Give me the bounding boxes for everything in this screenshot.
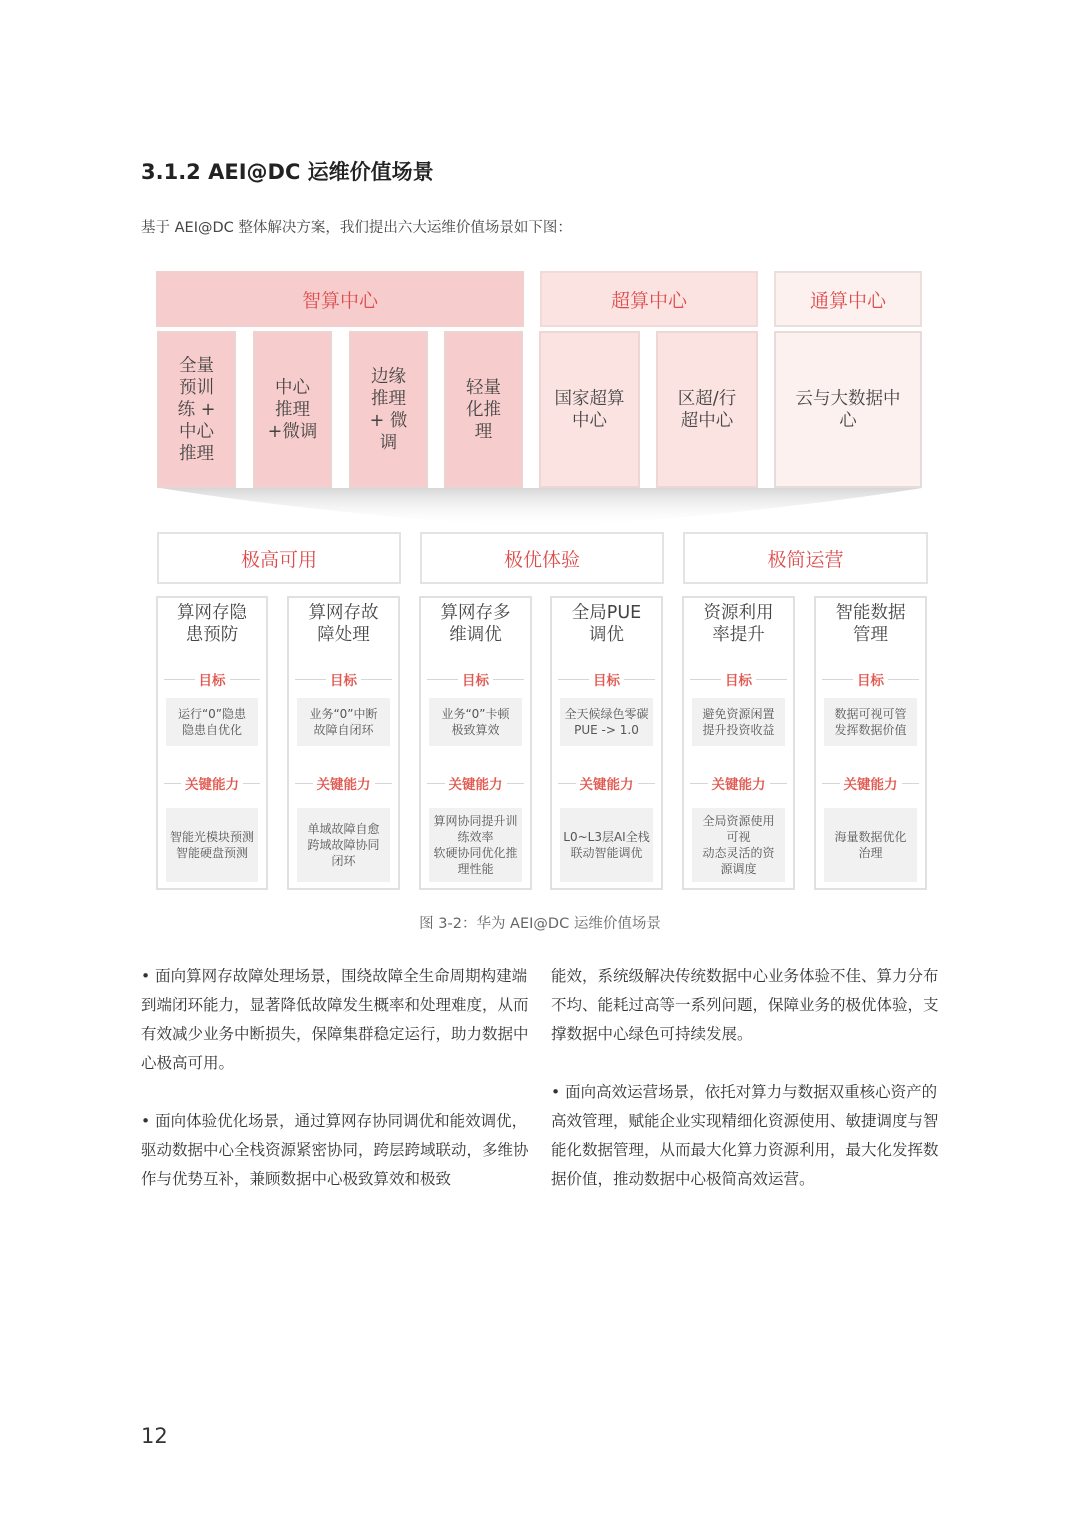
goal-box bbox=[560, 698, 653, 746]
card-title-line: 算网存隐 bbox=[177, 603, 247, 623]
scenario-line: 预训 bbox=[178, 377, 214, 398]
category-general-computing: 通算中心 bbox=[774, 271, 922, 327]
card-title bbox=[816, 602, 925, 646]
capability-line: 智能硬盘预测 bbox=[175, 846, 248, 860]
scenario-line: 心 bbox=[839, 410, 857, 431]
card-title-line: 智能数据 bbox=[835, 603, 906, 623]
paragraph-fault-handling: • 面向算网存故障处理场景，围绕故障全生命周期构建端到端闭环能力，显著降低故障发生概率和处理难度，从而有效减少业务中断损失，保障集群稳定运行，助力数据中心极高可用。 bbox=[141, 967, 529, 1072]
card-multidim-tuning bbox=[419, 596, 532, 890]
goal-box bbox=[166, 698, 258, 746]
card-fault-handling bbox=[287, 596, 400, 890]
scenario-line: 推理 bbox=[178, 443, 214, 464]
goal-line: 运行“0”隐患 bbox=[177, 707, 247, 721]
pillar-high-availability: 极高可用 bbox=[157, 532, 401, 584]
scenario-national-supercomputing bbox=[539, 331, 640, 488]
scenario-line: 中心 bbox=[572, 410, 607, 431]
card-title-line: 维调优 bbox=[449, 625, 502, 645]
card-data-management bbox=[814, 596, 927, 890]
goal-line: 隐患自优化 bbox=[181, 723, 242, 737]
card-title-line: 调优 bbox=[589, 625, 624, 645]
scenario-line: 超中心 bbox=[680, 410, 734, 431]
scenario-line: 全量 bbox=[178, 355, 214, 376]
card-pue-tuning bbox=[550, 596, 663, 890]
category-supercomputing: 超算中心 bbox=[540, 271, 758, 327]
intro-text: 基于 AEI@DC 整体解决方案，我们提出六大运维价值场景如下图： bbox=[141, 220, 572, 236]
paragraph-efficient-operations: • 面向高效运营场景，依托对算力与数据双重核心资产的高效管理，赋能企业实现精细化资源使用、敏捷调度与智能化数据管理，从而最大化算力资源利用，最大化发挥数据价值，推动数据中心极简高效运营。 bbox=[551, 1083, 939, 1188]
pillar-simple-operations: 极简运营 bbox=[683, 532, 928, 584]
goal-line: 故障自闭环 bbox=[313, 723, 374, 737]
card-title bbox=[421, 602, 530, 646]
goal-box bbox=[692, 698, 785, 746]
capability-label: 关键能力 bbox=[164, 774, 260, 792]
figure-caption: 图 3-2：华为 AEI@DC 运维价值场景 bbox=[419, 916, 661, 932]
scenario-regional-supercomputing bbox=[656, 331, 758, 488]
category-intelligent-computing: 智算中心 bbox=[156, 271, 524, 327]
goal-label: 目标 bbox=[558, 670, 655, 688]
card-title-line: 率提升 bbox=[712, 625, 765, 645]
scenario-line: 调 bbox=[379, 432, 398, 453]
goal-line: 业务“0”中断 bbox=[309, 707, 378, 721]
scenario-line: 国家超算 bbox=[554, 388, 625, 409]
card-title bbox=[684, 602, 793, 646]
scenario-line: 练 + bbox=[177, 399, 216, 420]
goal-label: 目标 bbox=[427, 670, 524, 688]
scenario-center-inference bbox=[253, 331, 332, 488]
capability-line: 源调度 bbox=[720, 862, 757, 876]
card-resource-utilization bbox=[682, 596, 795, 890]
capability-line: 单域故障自愈 bbox=[307, 822, 380, 836]
scenario-line: +微调 bbox=[267, 421, 318, 442]
capability-line: 跨域故障协同 bbox=[307, 838, 380, 852]
capability-label: 关键能力 bbox=[690, 774, 787, 792]
goal-box bbox=[297, 698, 390, 746]
capability-line: 理性能 bbox=[457, 862, 494, 876]
card-title bbox=[158, 602, 266, 646]
goal-line: 避免资源闲置 bbox=[702, 707, 775, 721]
goal-line: 业务“0”卡顿 bbox=[441, 707, 510, 721]
card-hazard-prevention bbox=[156, 596, 268, 890]
goal-line: 数据可视可管 bbox=[834, 707, 907, 721]
scenario-line: + 微 bbox=[369, 410, 408, 431]
capability-box bbox=[824, 808, 917, 882]
goal-box bbox=[824, 698, 917, 746]
capability-box bbox=[166, 808, 258, 882]
capability-line: 算网协同提升训 bbox=[433, 814, 518, 828]
funnel-shadow bbox=[160, 488, 922, 532]
card-title bbox=[552, 602, 661, 646]
scenario-edge-inference bbox=[349, 331, 428, 488]
card-title-line: 全局PUE bbox=[571, 603, 642, 623]
goal-line: PUE -> 1.0 bbox=[574, 723, 639, 737]
capability-line: 智能光模块预测 bbox=[169, 830, 254, 844]
scenario-lightweight-inference bbox=[444, 331, 523, 488]
capability-line: 软硬协同优化推 bbox=[433, 846, 518, 860]
capability-line: L0~L3层AI全栈 bbox=[563, 830, 650, 844]
goal-line: 提升投资收益 bbox=[702, 723, 775, 737]
section-heading: 3.1.2 AEI@DC 运维价值场景 bbox=[141, 160, 434, 184]
goal-label: 目标 bbox=[295, 670, 392, 688]
goal-line: 极致算效 bbox=[451, 723, 500, 737]
capability-line: 治理 bbox=[858, 846, 883, 860]
scenario-line: 中心 bbox=[274, 377, 310, 398]
capability-line: 练效率 bbox=[457, 830, 494, 844]
scenario-full-pretraining bbox=[157, 331, 236, 488]
scenario-line: 区超/行 bbox=[677, 388, 737, 409]
goal-line: 发挥数据价值 bbox=[834, 723, 907, 737]
scenario-line: 推理 bbox=[274, 399, 310, 420]
paragraph-experience-optimization: • 面向体验优化场景，通过算网存协同调优和能效调优，驱动数据中心全栈资源紧密协同，跨层跨域联动，多维协作与优势互补，兼顾数据中心极致算效和极致 bbox=[141, 1112, 529, 1188]
scenario-line: 推理 bbox=[370, 388, 406, 409]
goal-label: 目标 bbox=[822, 670, 919, 688]
card-title-line: 资源利用 bbox=[703, 603, 774, 623]
capability-label: 关键能力 bbox=[558, 774, 655, 792]
capability-line: 海量数据优化 bbox=[834, 830, 907, 844]
capability-line: 可视 bbox=[726, 830, 751, 844]
scenario-cloud-bigdata bbox=[774, 331, 922, 488]
capability-label: 关键能力 bbox=[427, 774, 524, 792]
capability-line: 动态灵活的资 bbox=[702, 846, 775, 860]
pillar-optimal-experience: 极优体验 bbox=[420, 532, 664, 584]
goal-line: 全天候绿色零碳 bbox=[564, 707, 649, 721]
scenario-line: 边缘 bbox=[370, 366, 406, 387]
card-title-line: 管理 bbox=[853, 625, 888, 645]
goal-label: 目标 bbox=[690, 670, 787, 688]
scenario-line: 中心 bbox=[178, 421, 214, 442]
scenario-line: 云与大数据中 bbox=[795, 388, 901, 409]
capability-label: 关键能力 bbox=[295, 774, 392, 792]
goal-label: 目标 bbox=[164, 670, 260, 688]
card-title-line: 患预防 bbox=[185, 625, 239, 645]
capability-line: 闭环 bbox=[331, 854, 356, 868]
capability-label: 关键能力 bbox=[822, 774, 919, 792]
capability-box bbox=[560, 808, 653, 882]
scenario-line: 轻量 bbox=[466, 377, 501, 398]
capability-box bbox=[429, 808, 522, 882]
card-title bbox=[289, 602, 398, 646]
scenario-line: 化推 bbox=[466, 399, 501, 420]
card-title-line: 算网存故 bbox=[308, 603, 379, 623]
goal-box bbox=[429, 698, 522, 746]
capability-line: 全局资源使用 bbox=[702, 814, 775, 828]
page-number: 12 bbox=[141, 1424, 168, 1448]
scenario-line: 理 bbox=[474, 421, 493, 442]
card-title-line: 障处理 bbox=[317, 625, 370, 645]
capability-line: 联动智能调优 bbox=[570, 846, 643, 860]
capability-box bbox=[692, 808, 785, 882]
capability-box bbox=[297, 808, 390, 882]
paragraph-experience-continued: 能效，系统级解决传统数据中心业务体验不佳、算力分布不均、能耗过高等一系列问题，保障业务的极优体验，支撑数据中心绿色可持续发展。 bbox=[551, 967, 939, 1043]
card-title-line: 算网存多 bbox=[440, 603, 511, 623]
